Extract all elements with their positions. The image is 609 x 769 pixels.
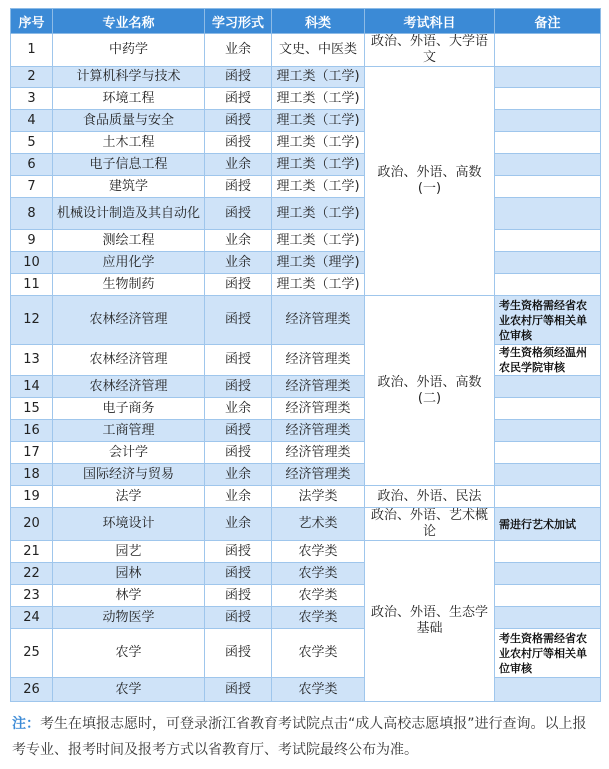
table-row	[11, 198, 601, 230]
cell-form: 函授	[205, 629, 272, 678]
table-row	[11, 296, 601, 345]
cell-category: 经济管理类	[272, 398, 365, 420]
cell-note	[495, 376, 601, 398]
cell-category: 法学类	[272, 486, 365, 508]
cell-note	[495, 398, 601, 420]
cell-major: 电子信息工程	[53, 154, 205, 176]
cell-form: 业余	[205, 154, 272, 176]
cell-no: 25	[11, 629, 53, 678]
cell-form: 函授	[205, 541, 272, 563]
cell-note	[495, 274, 601, 296]
table-row	[11, 398, 601, 420]
cell-form: 业余	[205, 398, 272, 420]
cell-major: 环境工程	[53, 88, 205, 110]
cell-no: 1	[11, 34, 53, 67]
table-row	[11, 230, 601, 252]
cell-no: 18	[11, 464, 53, 486]
header-category: 科类	[272, 9, 365, 34]
cell-form: 函授	[205, 88, 272, 110]
table-row	[11, 67, 601, 88]
cell-note	[495, 486, 601, 508]
cell-form: 函授	[205, 420, 272, 442]
cell-major: 农林经济管理	[53, 296, 205, 345]
cell-note	[495, 541, 601, 563]
table-row	[11, 464, 601, 486]
cell-note	[495, 88, 601, 110]
table-row	[11, 607, 601, 629]
cell-major: 电子商务	[53, 398, 205, 420]
table-row	[11, 376, 601, 398]
cell-note	[495, 110, 601, 132]
cell-major: 法学	[53, 486, 205, 508]
cell-form: 函授	[205, 110, 272, 132]
cell-major: 农林经济管理	[53, 376, 205, 398]
cell-no: 4	[11, 110, 53, 132]
cell-category: 经济管理类	[272, 464, 365, 486]
cell-no: 3	[11, 88, 53, 110]
cell-no: 12	[11, 296, 53, 345]
cell-category: 理工类（工学)	[272, 88, 365, 110]
cell-form: 函授	[205, 176, 272, 198]
cell-category: 理工类（工学)	[272, 176, 365, 198]
cell-exam: 政治、外语、大学语文	[365, 34, 495, 67]
table-row	[11, 629, 601, 678]
cell-major: 计算机科学与技术	[53, 67, 205, 88]
cell-category: 经济管理类	[272, 442, 365, 464]
cell-no: 13	[11, 345, 53, 376]
table-row	[11, 176, 601, 198]
cell-category: 理工类（工学)	[272, 154, 365, 176]
cell-no: 8	[11, 198, 53, 230]
cell-form: 函授	[205, 607, 272, 629]
cell-category: 艺术类	[272, 508, 365, 541]
cell-exam: 政治、外语、高数(一)	[365, 67, 495, 296]
cell-category: 经济管理类	[272, 296, 365, 345]
table-row	[11, 541, 601, 563]
cell-major: 土木工程	[53, 132, 205, 154]
header-major: 专业名称	[53, 9, 205, 34]
cell-no: 22	[11, 563, 53, 585]
cell-exam: 政治、外语、民法	[365, 486, 495, 508]
table-row	[11, 34, 601, 67]
footnote-text: 考生在填报志愿时，可登录浙江省教育考试院点击“成人高校志愿填报”进行查询。以上报考专业、报考时间及报考方式以省教育厅、考试院最终公布为准。	[12, 716, 587, 758]
cell-note: 考生资格需经省农业农村厅等相关单位审核	[495, 629, 601, 678]
cell-note: 考生资格需经省农业农村厅等相关单位审核	[495, 296, 601, 345]
cell-form: 函授	[205, 376, 272, 398]
cell-no: 10	[11, 252, 53, 274]
table-row	[11, 420, 601, 442]
cell-no: 17	[11, 442, 53, 464]
cell-major: 国际经济与贸易	[53, 464, 205, 486]
cell-no: 9	[11, 230, 53, 252]
cell-no: 11	[11, 274, 53, 296]
cell-form: 函授	[205, 198, 272, 230]
cell-major: 动物医学	[53, 607, 205, 629]
cell-major: 环境设计	[53, 508, 205, 541]
cell-no: 16	[11, 420, 53, 442]
cell-note	[495, 420, 601, 442]
cell-note: 需进行艺术加试	[495, 508, 601, 541]
cell-major: 林学	[53, 585, 205, 607]
cell-form: 函授	[205, 345, 272, 376]
cell-major: 测绘工程	[53, 230, 205, 252]
cell-major: 农林经济管理	[53, 345, 205, 376]
cell-category: 农学类	[272, 563, 365, 585]
cell-major: 中药学	[53, 34, 205, 67]
cell-note	[495, 585, 601, 607]
cell-no: 23	[11, 585, 53, 607]
cell-note: 考生资格须经温州农民学院审核	[495, 345, 601, 376]
cell-major: 工商管理	[53, 420, 205, 442]
cell-major: 园艺	[53, 541, 205, 563]
cell-form: 函授	[205, 442, 272, 464]
header-exam: 考试科目	[365, 9, 495, 34]
table-row	[11, 678, 601, 702]
cell-no: 14	[11, 376, 53, 398]
cell-category: 理工类（工学)	[272, 230, 365, 252]
table-row	[11, 274, 601, 296]
table-row	[11, 563, 601, 585]
cell-category: 农学类	[272, 585, 365, 607]
cell-note	[495, 252, 601, 274]
cell-category: 理工类（工学)	[272, 67, 365, 88]
header-row	[11, 9, 601, 34]
cell-note	[495, 442, 601, 464]
header-note: 备注	[495, 9, 601, 34]
cell-major: 应用化学	[53, 252, 205, 274]
cell-major: 农学	[53, 629, 205, 678]
cell-form: 业余	[205, 486, 272, 508]
table-row	[11, 110, 601, 132]
cell-exam: 政治、外语、高数(二)	[365, 296, 495, 486]
cell-note	[495, 678, 601, 702]
cell-category: 农学类	[272, 629, 365, 678]
cell-major: 建筑学	[53, 176, 205, 198]
cell-form: 业余	[205, 508, 272, 541]
cell-no: 26	[11, 678, 53, 702]
footnote	[12, 711, 598, 763]
cell-note	[495, 198, 601, 230]
table-row	[11, 508, 601, 541]
cell-major: 园林	[53, 563, 205, 585]
cell-exam: 政治、外语、生态学基础	[365, 541, 495, 702]
table-row	[11, 154, 601, 176]
table-row	[11, 585, 601, 607]
table-row	[11, 345, 601, 376]
cell-note	[495, 607, 601, 629]
cell-major: 机械设计制造及其自动化	[53, 198, 205, 230]
cell-note	[495, 464, 601, 486]
footnote-lead: 注：	[12, 716, 40, 732]
cell-category: 农学类	[272, 607, 365, 629]
cell-category: 理工类（工学)	[272, 198, 365, 230]
cell-category: 经济管理类	[272, 420, 365, 442]
cell-no: 15	[11, 398, 53, 420]
cell-form: 函授	[205, 563, 272, 585]
cell-form: 函授	[205, 296, 272, 345]
cell-form: 函授	[205, 67, 272, 88]
cell-note	[495, 34, 601, 67]
cell-category: 理工类（工学)	[272, 132, 365, 154]
cell-form: 函授	[205, 132, 272, 154]
cell-no: 5	[11, 132, 53, 154]
cell-major: 食品质量与安全	[53, 110, 205, 132]
cell-note	[495, 230, 601, 252]
cell-note	[495, 563, 601, 585]
cell-form: 业余	[205, 230, 272, 252]
cell-note	[495, 132, 601, 154]
cell-category: 农学类	[272, 678, 365, 702]
cell-no: 24	[11, 607, 53, 629]
cell-major: 生物制药	[53, 274, 205, 296]
table-row	[11, 88, 601, 110]
cell-form: 函授	[205, 678, 272, 702]
cell-category: 农学类	[272, 541, 365, 563]
cell-no: 2	[11, 67, 53, 88]
cell-no: 7	[11, 176, 53, 198]
cell-note	[495, 154, 601, 176]
cell-form: 函授	[205, 585, 272, 607]
cell-no: 19	[11, 486, 53, 508]
cell-no: 21	[11, 541, 53, 563]
cell-no: 6	[11, 154, 53, 176]
cell-form: 业余	[205, 464, 272, 486]
table-row	[11, 486, 601, 508]
cell-form: 业余	[205, 34, 272, 67]
cell-category: 理工类（工学)	[272, 110, 365, 132]
cell-major: 农学	[53, 678, 205, 702]
cell-exam: 政治、外语、艺术概论	[365, 508, 495, 541]
cell-form: 函授	[205, 274, 272, 296]
table-row	[11, 132, 601, 154]
cell-category: 理工类（工学)	[272, 274, 365, 296]
cell-category: 经济管理类	[272, 376, 365, 398]
table-row	[11, 442, 601, 464]
header-no: 序号	[11, 9, 53, 34]
table-row	[11, 252, 601, 274]
cell-category: 理工类（理学)	[272, 252, 365, 274]
header-form: 学习形式	[205, 9, 272, 34]
cell-no: 20	[11, 508, 53, 541]
cell-category: 文史、中医类	[272, 34, 365, 67]
cell-major: 会计学	[53, 442, 205, 464]
cell-note	[495, 176, 601, 198]
majors-table	[10, 8, 601, 702]
cell-category: 经济管理类	[272, 345, 365, 376]
table-body	[11, 34, 601, 702]
cell-note	[495, 67, 601, 88]
cell-form: 业余	[205, 252, 272, 274]
